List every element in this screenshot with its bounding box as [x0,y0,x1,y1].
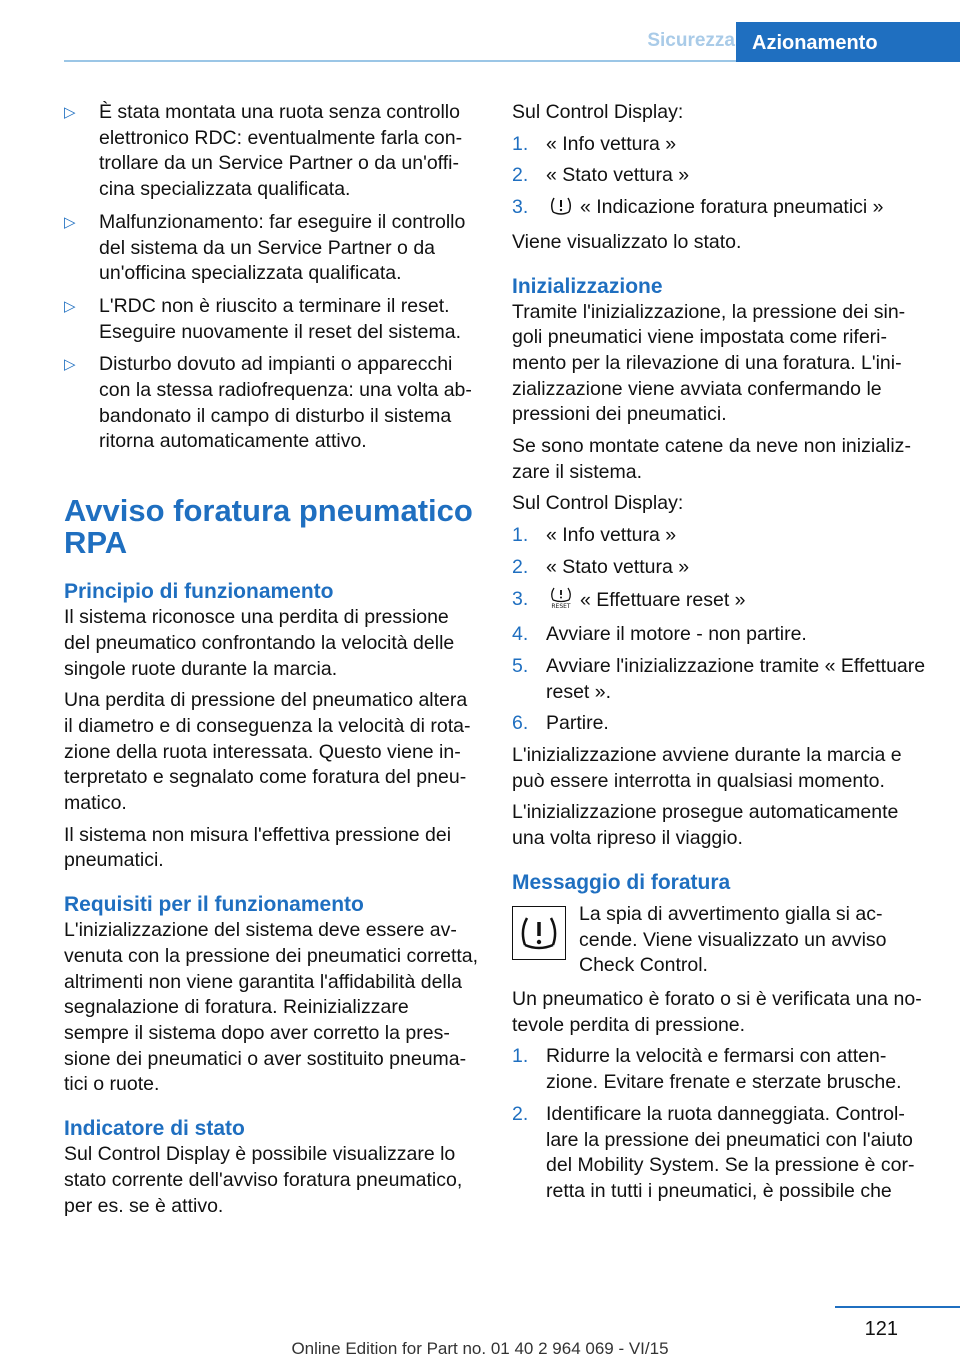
paragraph: Tramite l'inizializzazione, la pressione dei singoli pneumatici viene impostata come riferimento per la rilevazione di una foratura. L'inizializzazione viene avviata confermando le pressioni dei pneumatici. [512,300,906,426]
svg-text:RESET: RESET [551,602,571,609]
paragraph: L'inizializzazione del sistema deve essere avvenuta con la pressione dei pneumatici corretta, altrimenti non viene garantita l'affidabilità della segnalazione di foratura. Reinizializzare sempre il sistema dopo aver corretto la pressione dei pneumatici o aver sostituito pneumatici o ruote. [64,919,479,1096]
triangle-bullet-icon: ▷ [64,297,76,315]
section-title-init: Inizializzazione [512,274,663,298]
puncture-steps [512,1044,927,1204]
paragraph: Il sistema riconosce una perdita di pressione del pneumatico confrontando la velocità delle singole ruote durante la marcia. [64,606,455,680]
init-steps [512,523,927,737]
page-number: 121 [864,1318,898,1340]
list-item: 5. Avviare l'inizializzazione tramite « Effettuare reset ». [512,654,926,703]
rdc-fault-list [64,100,479,455]
list-item: ▷ L'RDC non è riuscito a terminare il reset. Eseguire nuovamente il reset del sistema. [64,294,462,343]
tire-reset-icon [548,587,574,617]
paragraph: Una perdita di pressione del pneumatico altera il diametro e di conseguenza la velocità di rotazione della ruota interessata. Questo viene interpretato e segnalato come foratura del pneumatico. [64,689,471,815]
tire-warning-icon [548,196,574,224]
tire-pressure-warning-icon [512,906,566,960]
list-item: 2. « Stato vettura » [512,555,690,578]
paragraph: Sul Control Display: [512,492,684,515]
paragraph: Il sistema non misura l'effettiva pressione dei pneumatici. [64,823,452,872]
list-item: ▷ Disturbo dovuto ad impianti o apparecchi con la stessa radiofrequenza: una volta abbandonato il campo di disturbo il sistema ritorna automaticamente attivo. [64,353,472,453]
edition-footer: Online Edition for Part no. 01 40 2 964 069 - VI/15 [291,1339,669,1358]
triangle-bullet-icon: ▷ [64,104,76,121]
list-item: 1. Ridurre la velocità e fermarsi con attenzione. Evitare frenate e sterzate brusche. [512,1045,902,1094]
warning-block [512,902,927,979]
paragraph: Viene visualizzato lo stato. [512,230,742,253]
status-steps [512,132,927,224]
list-item: 6. Partire. [512,712,609,735]
paragraph: Se sono montate catene da neve non inizializzare il sistema. [512,435,911,483]
section-title-principle: Principio di funzionamento [64,580,334,604]
header-chapter-tab: Azionamento [736,22,960,62]
right-column [512,100,927,1211]
list-item: 2. Identificare la ruota danneggiata. Controllare la pressione dei pneumatici con l'aiuto del Mobility System. Se la pressione è corretta in tutti i pneumatici, è possibile che [512,1102,915,1202]
triangle-bullet-icon: ▷ [64,356,76,374]
paragraph: Un pneumatico è forato o si è verificata una notevole perdita di pressione. [512,987,922,1036]
paragraph: Sul Control Display: [512,101,684,123]
section-title-requirements: Requisiti per il funzionamento [64,893,364,917]
list-item: 1. « Info vettura » [512,132,677,155]
section-title-puncture-message: Messaggio di foratura [512,870,731,894]
list-item: 3. RESET « Effettuare reset » [512,587,927,617]
paragraph: Sul Control Display è possibile visualizzare lo stato corrente dell'avviso foratura pneumatico, per es. se è attivo. [64,1143,463,1217]
footer-rule [835,1306,960,1308]
paragraph: L'inizializzazione avviene durante la marcia e può essere interrotta in qualsiasi momento. [512,744,902,792]
header-section-label: Sicurezza [647,30,735,51]
list-item: 2. « Stato vettura » [512,164,690,187]
list-item: 4. Avviare il motore - non partire. [512,623,807,646]
list-item: 3. « Indicazione foratura pneumatici » [512,195,927,224]
paragraph: L'inizializzazione prosegue automaticamente una volta ripreso il viaggio. [512,801,899,850]
list-item: ▷ Malfunzionamento: far eseguire il controllo del sistema da un Service Partner o da un'officina specializzata qualificata. [64,210,466,285]
chapter-heading: Avviso foratura pneumatico RPA [64,493,473,561]
left-column [64,100,479,1225]
triangle-bullet-icon: ▷ [64,213,76,231]
section-title-status: Indicatore di stato [64,1117,245,1141]
list-item: 1. « Info vettura » [512,524,677,547]
warning-text: La spia di avvertimento gialla si accende. Viene visualizzato un avviso Check Control. [579,902,887,977]
list-item: ▷ È stata montata una ruota senza controllo elettronico RDC: eventualmente farla controllare da un Service Partner o da un'officina specializzata qualificata. [64,101,463,201]
